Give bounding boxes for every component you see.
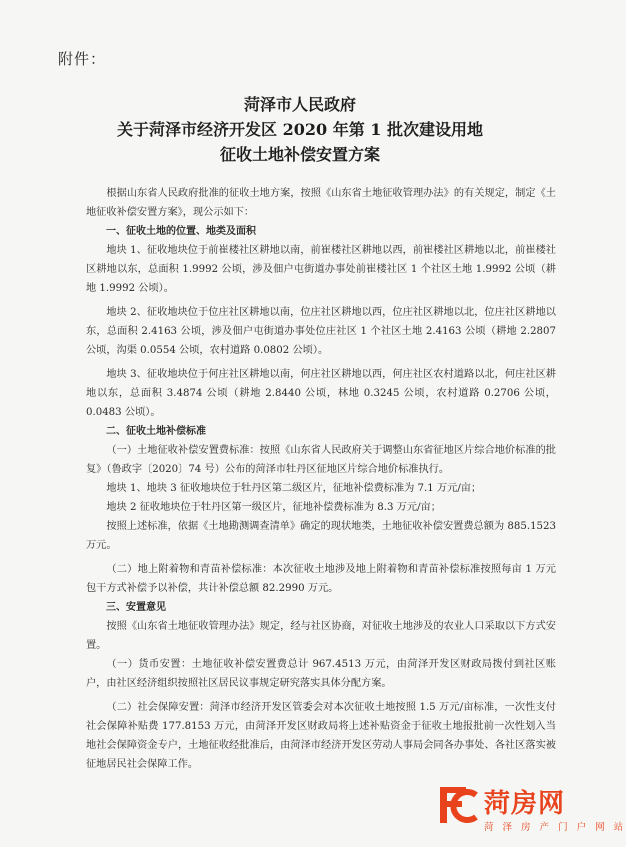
body-paragraph: （二）地上附着物和青苗补偿标准：本次征收土地涉及地上附着物和青苗补偿标准按照每亩 1 万元包干方式补偿予以补偿，共计补偿总额 82.2990 万元。 [86, 564, 556, 594]
site-watermark-logo [436, 781, 626, 839]
document-title-line-1: 菏泽市人民政府 [243, 95, 356, 114]
body-paragraph: 按照《山东省土地征收管理办法》规定，经与社区协商，对征收土地涉及的农业人口采取以下方式安置。 [86, 621, 556, 651]
body-paragraph: 地块 1、征收地块位于前崔楼社区耕地以南，前崔楼社区耕地以西，前崔楼社区耕地以北，前崔楼社区耕地以东，总面积 1.9992 公顷，涉及佃户屯街道办事处前崔楼社区 1 个社区土地 1.9992 公顷（耕地 1.9992 公顷）。 [86, 245, 556, 294]
section-heading: 一、征收土地的位置、地类及面积 [106, 226, 256, 237]
document-title-line-3: 征收土地补偿安置方案 [219, 145, 380, 164]
logo-mark-icon [436, 781, 482, 827]
body-paragraph: 地块 1、地块 3 征收地块位于牡丹区第二级区片，征地补偿费标准为 7.1 万元/亩； [106, 483, 482, 494]
body-paragraph: （一）土地征收补偿安置费标准：按照《山东省人民政府关于调整山东省征地区片综合地价标准的批复》（鲁政字〔2020〕74 号）公布的菏泽市牡丹区征地区片综合地价标准执行。 [86, 445, 556, 475]
body-paragraph: 地块 3、征收地块位于何庄社区耕地以南，何庄社区耕地以西，何庄社区农村道路以北，何庄社区耕地以东，总面积 3.4874 公顷（耕地 2.8440 公顷，林地 0.3245 公顷，农村道路 0.2706 公顷，0.0483 公顷）。 [86, 369, 556, 418]
body-paragraph: （一）货币安置：土地征收补偿安置费总计 967.4513 万元，由菏泽开发区财政局拨付到社区账户，由社区经济组织按照社区居民议事规定研究落实具体分配方案。 [86, 659, 556, 689]
body-paragraph: 根据山东省人民政府批准的征收土地方案，按照《山东省土地征收管理办法》的有关规定，制定《土地征收补偿安置方案》，现公示如下： [86, 188, 556, 218]
body-paragraph: 地块 2 征收地块位于牡丹区第一级区片，征地补偿费标准为 8.3 万元/亩； [106, 502, 441, 513]
attachment-label: 附件： [58, 50, 107, 68]
section-heading: 二、征收土地补偿标准 [106, 426, 206, 437]
body-paragraph: （二）社会保障安置：菏泽市经济开发区管委会对本次征收土地按照 1.5 万元/亩标准，一次性支付社会保障补贴费 177.8153 万元，由菏泽开发区财政局将上述补贴资金于征收土地报批前一次性划入当地社会保障资金专户，土地征收经批准后，由菏泽市经济开发区劳动人事局会同各办事处、各社区落实被征地居民社会保障工作。 [86, 702, 556, 770]
logo-site-tagline: 菏 泽 房 产 门 户 网 站 [484, 822, 626, 833]
document-body [86, 184, 556, 774]
body-paragraph: 地块 2、征收地块位于位庄社区耕地以南，位庄社区耕地以西，位庄社区耕地以北，位庄社区耕地以东，总面积 2.4163 公顷，涉及佃户屯街道办事处位庄社区 1 个社区土地 2.4163 公顷（耕地 2.2807 公顷，沟渠 0.0554 公顷，农村道路 0.0802 公顷）。 [86, 307, 556, 356]
section-heading: 三、安置意见 [106, 602, 166, 613]
body-paragraph: 按照上述标准，依据《土地勘测调查清单》确定的现状地类，土地征收补偿安置费总额为 885.1523 万元。 [86, 521, 556, 551]
logo-site-name: 菏房网 [484, 789, 566, 819]
document-title-line-2: 关于菏泽市经济开发区 2020 年第 1 批次建设用地 [117, 120, 483, 139]
